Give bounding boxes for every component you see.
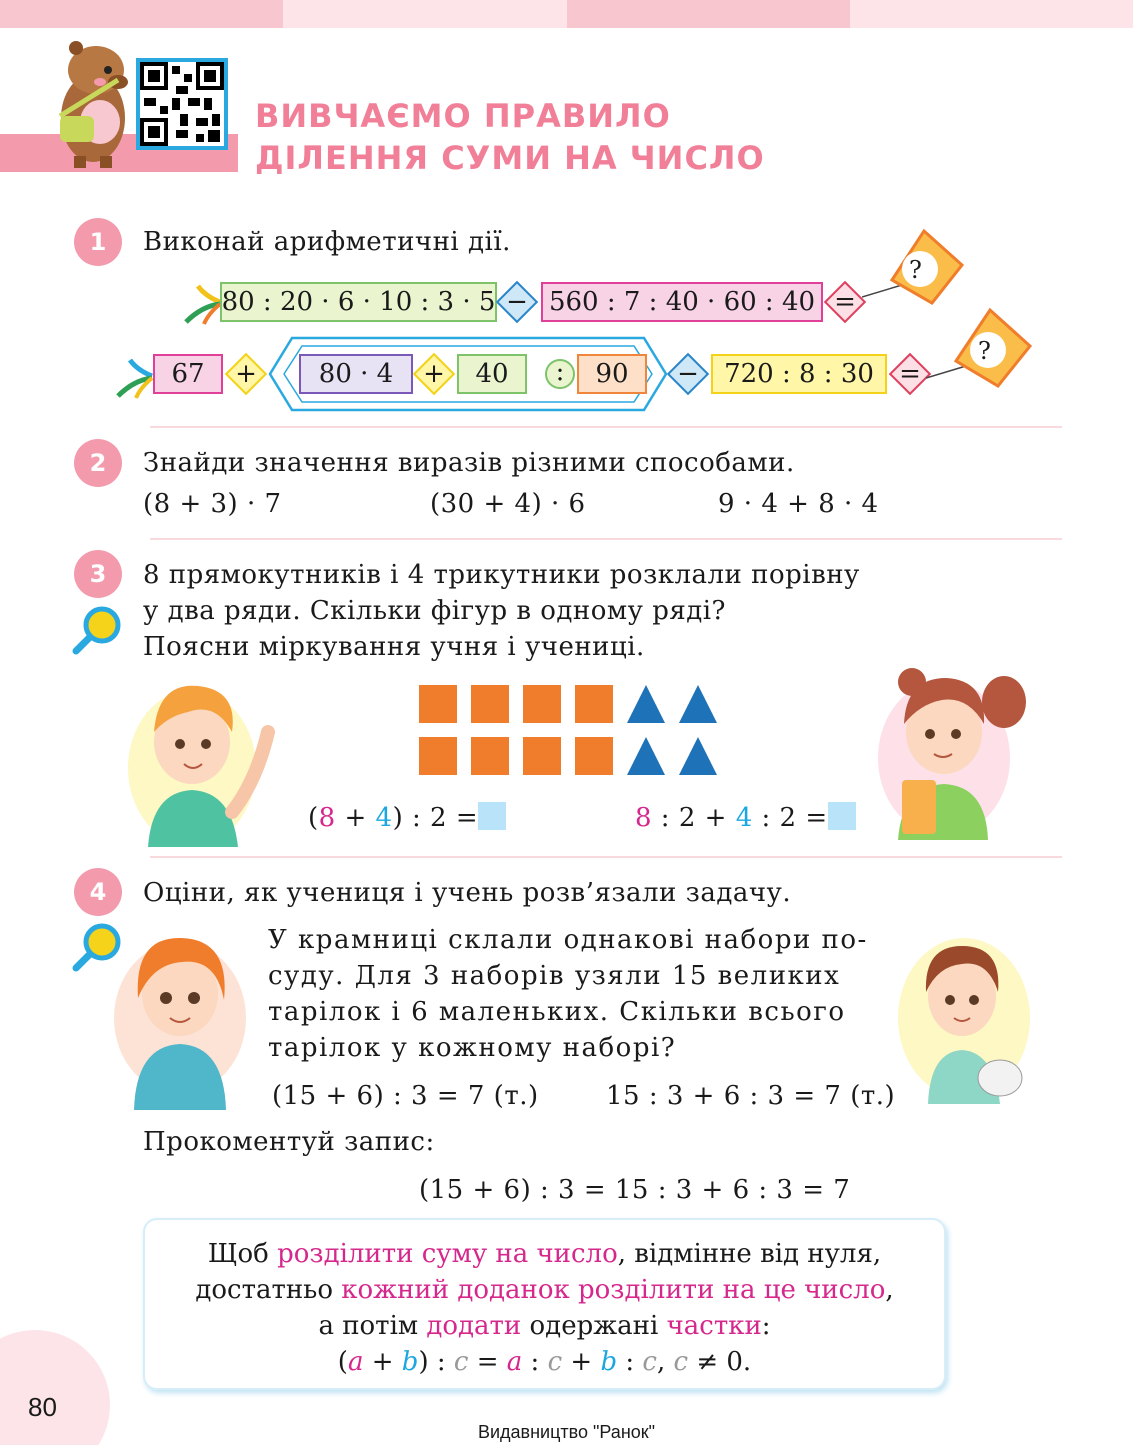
task-1-row2-box4: 90 bbox=[577, 354, 647, 394]
formula-c: c bbox=[547, 1347, 563, 1377]
girl-2-illustration bbox=[112, 928, 252, 1110]
triangle-shape bbox=[627, 737, 665, 775]
formula-part: : bbox=[522, 1347, 548, 1377]
task-4-solution-right: 15 : 3 + 6 : 3 = 7 (т.) bbox=[606, 1081, 896, 1111]
left-expr-a: 8 bbox=[318, 803, 336, 833]
section-divider bbox=[150, 538, 1062, 540]
task-2-number: 2 bbox=[74, 439, 122, 487]
rule-line-1 bbox=[145, 1236, 944, 1272]
capybara-mascot-icon bbox=[48, 30, 138, 170]
rectangle-shape bbox=[419, 737, 457, 775]
formula-part: , bbox=[656, 1347, 674, 1377]
formula-part: + bbox=[363, 1347, 402, 1377]
formula-part: ) : bbox=[418, 1347, 454, 1377]
rectangle-shape bbox=[575, 737, 613, 775]
formula-part: ≠ 0. bbox=[688, 1347, 752, 1377]
task-2-expression-2: (30 + 4) · 6 bbox=[430, 489, 586, 519]
task-1-row2-op5: = bbox=[899, 359, 921, 389]
task-4-solution-left: (15 + 6) : 3 = 7 (т.) bbox=[272, 1081, 539, 1111]
qr-code[interactable] bbox=[136, 58, 228, 150]
left-expr-rest: ) : 2 = bbox=[392, 803, 479, 833]
task-3-left-expression bbox=[308, 800, 506, 836]
formula-part: ( bbox=[337, 1347, 348, 1377]
left-expr-plus: + bbox=[335, 803, 376, 833]
rule-text: , відмінне від нуля, bbox=[617, 1239, 882, 1269]
formula-b: b bbox=[600, 1347, 618, 1377]
answer-box[interactable] bbox=[478, 802, 506, 830]
task-2-expression-1: (8 + 3) · 7 bbox=[143, 489, 282, 519]
rule-box bbox=[143, 1218, 946, 1390]
boy-illustration bbox=[128, 672, 278, 847]
task-1-row1-kite-label: ? bbox=[909, 256, 923, 284]
task-3-line-1: 8 прямокутників і 4 трикутники розклали порівну bbox=[143, 560, 860, 590]
task-3-number: 3 bbox=[74, 550, 122, 598]
formula-part: = bbox=[468, 1347, 507, 1377]
task-4-comment-label: Прокоментуй запис: bbox=[143, 1127, 435, 1157]
rule-text: : bbox=[761, 1311, 771, 1341]
task-1-row2-box2: 80 · 4 bbox=[299, 354, 413, 394]
left-expr-open: ( bbox=[308, 803, 319, 833]
rectangle-shape bbox=[523, 685, 561, 723]
task-4-comment-expression: (15 + 6) : 3 = 15 : 3 + 6 : 3 = 7 bbox=[419, 1175, 851, 1205]
formula-a: a bbox=[506, 1347, 523, 1377]
rule-text: одержані bbox=[521, 1311, 667, 1341]
kite-tail-icon bbox=[180, 282, 222, 326]
rule-text: достатньо bbox=[195, 1275, 342, 1305]
task-4-problem-line-2: суду. Для 3 наборів узяли 15 великих bbox=[268, 961, 841, 991]
rule-text: , bbox=[885, 1275, 894, 1305]
page-number: 80 bbox=[28, 1392, 57, 1422]
task-3-right-expression bbox=[635, 800, 856, 836]
task-3-line-3: Поясни міркування учня і учениці. bbox=[143, 632, 645, 662]
formula-c: c bbox=[673, 1347, 689, 1377]
rule-text: Щоб bbox=[207, 1239, 278, 1269]
triangle-shape bbox=[679, 737, 717, 775]
page-title bbox=[255, 95, 765, 179]
formula-a: a bbox=[347, 1347, 364, 1377]
triangle-shape bbox=[627, 685, 665, 723]
task-1-row1-op1: − bbox=[506, 287, 528, 317]
task-1-row2-box5: 720 : 8 : 30 bbox=[711, 354, 887, 394]
task-3-line-2: у два ряди. Скільки фігур в одному ряді? bbox=[143, 596, 726, 626]
rule-highlight: частки bbox=[666, 1311, 762, 1341]
boy-2-illustration bbox=[896, 932, 1032, 1104]
task-2-instruction: Знайди значення виразів різними способами. bbox=[143, 448, 795, 478]
rectangle-shape bbox=[471, 737, 509, 775]
task-1-row2-box3: 40 bbox=[457, 354, 527, 394]
left-expr-b: 4 bbox=[375, 803, 393, 833]
task-1-number: 1 bbox=[74, 218, 122, 266]
task-4-instruction: Оціни, як учениця і учень розв’язали задачу. bbox=[143, 878, 792, 908]
rectangle-shape bbox=[419, 685, 457, 723]
task-4-problem-line-1: У крамниці склали однакові набори по- bbox=[268, 925, 868, 955]
task-1-row1-op2: = bbox=[834, 287, 856, 317]
section-divider bbox=[150, 856, 1062, 858]
qr-code-icon bbox=[140, 62, 224, 146]
right-expr-mid: : 2 + bbox=[652, 803, 736, 833]
task-1-row2-op1: + bbox=[235, 359, 257, 389]
girl-illustration bbox=[872, 662, 1034, 840]
right-expr-b: 4 bbox=[735, 803, 753, 833]
rule-line-3 bbox=[145, 1308, 944, 1344]
task-1-row2-kite-label: ? bbox=[978, 337, 992, 365]
rule-formula bbox=[145, 1344, 944, 1380]
rule-text: а потім bbox=[318, 1311, 427, 1341]
rectangle-shape bbox=[471, 685, 509, 723]
right-expr-a: 8 bbox=[635, 803, 653, 833]
task-1-row2-box1: 67 bbox=[153, 354, 223, 394]
task-4-problem-line-4: тарілок у кожному наборі? bbox=[268, 1033, 677, 1063]
formula-part: : bbox=[617, 1347, 643, 1377]
formula-b: b bbox=[401, 1347, 419, 1377]
page-title-line1: ВИВЧАЄМО ПРАВИЛО bbox=[255, 97, 671, 135]
formula-c: c bbox=[642, 1347, 657, 1377]
rectangle-shape bbox=[523, 737, 561, 775]
rule-highlight: додати bbox=[426, 1311, 522, 1341]
formula-part: + bbox=[562, 1347, 601, 1377]
task-1-row1-box2: 560 : 7 : 40 · 60 : 40 bbox=[541, 282, 823, 322]
top-color-bar bbox=[0, 0, 1133, 28]
task-2-expression-3: 9 · 4 + 8 · 4 bbox=[718, 489, 879, 519]
task-1-row2-op3: : bbox=[555, 357, 565, 387]
task-4-problem-line-3: тарілок і 6 маленьких. Скільки всього bbox=[268, 997, 846, 1027]
triangle-shape bbox=[679, 685, 717, 723]
kite-tail-icon bbox=[112, 356, 154, 400]
rectangle-shape bbox=[575, 685, 613, 723]
task-1-row1-box1: 80 : 20 · 6 · 10 : 3 · 5 bbox=[220, 282, 497, 322]
task-1-row2-op2: + bbox=[423, 359, 445, 389]
section-divider bbox=[150, 426, 1062, 428]
magnifier-icon bbox=[68, 603, 124, 659]
rule-line-2 bbox=[145, 1272, 944, 1308]
task-4-number: 4 bbox=[74, 868, 122, 916]
rule-highlight: кожний доданок розділити на це число bbox=[341, 1275, 886, 1305]
answer-box[interactable] bbox=[828, 802, 856, 830]
rule-highlight: розділити суму на число bbox=[277, 1239, 618, 1269]
publisher-credit: Видавництво "Ранок" bbox=[477, 1422, 656, 1442]
right-expr-rest: : 2 = bbox=[752, 803, 828, 833]
task-1-row2-op4: − bbox=[677, 359, 699, 389]
formula-c: c bbox=[453, 1347, 469, 1377]
page-title-line2: ДІЛЕННЯ СУМИ НА ЧИСЛО bbox=[255, 139, 765, 177]
task-1-instruction: Виконай арифметичні дії. bbox=[143, 227, 511, 257]
